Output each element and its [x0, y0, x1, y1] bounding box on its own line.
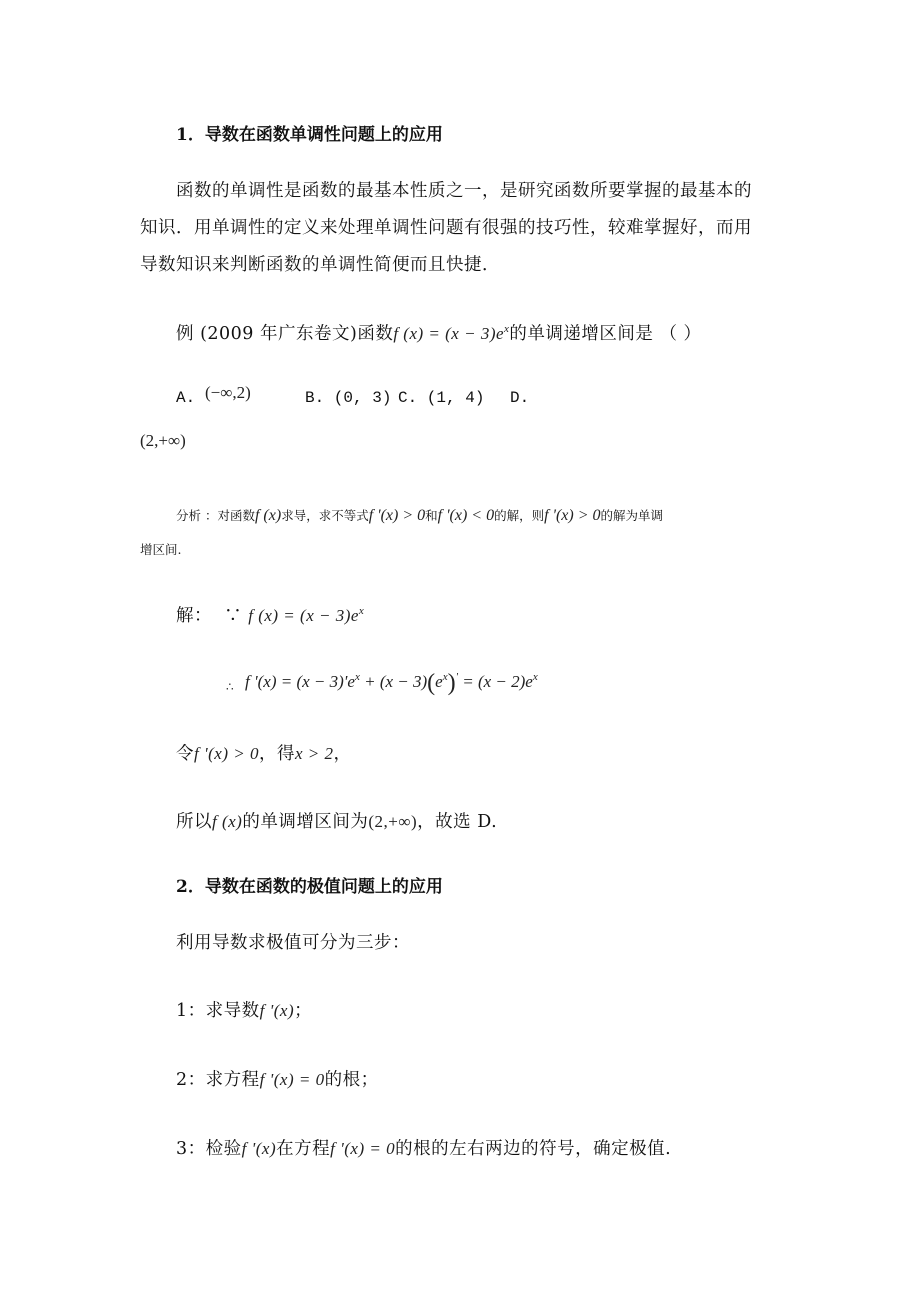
step-3: 3：检验f '(x)在方程f '(x) = 0的根的左右两边的符号，确定极值. [176, 1139, 672, 1159]
example-question [176, 320, 702, 345]
solution-line-1: 解： ∵ f $(x) = (x - 3)e^x$ [176, 605, 365, 626]
solution-eq1: f $(x) = (x - 3)e^x$ [248, 605, 365, 625]
option-b: B. (0, 3) [305, 389, 392, 407]
example-prefix: 例 (2009 年广东卷文)函数 [176, 324, 394, 344]
section1-heading: 1．导数在函数单调性问题上的应用 [176, 125, 443, 145]
section2-intro: 利用导数求极值可分为三步： [176, 933, 410, 953]
therefore-dots: ∴ [226, 680, 234, 694]
solution-let: 令f '(x) > 0，得x > 2， [176, 744, 352, 764]
section2-heading: 2．导数在函数的极值问题上的应用 [176, 877, 443, 897]
step-1: 1：求导数f '(x)； [176, 1001, 313, 1021]
section1-para-line-3: 导数知识来判断函数的单调性简便而且快捷． [140, 255, 500, 275]
option-c: C. (1, 4) [398, 389, 485, 407]
option-d-value: (2,+∞) [140, 431, 186, 450]
option-a-label: A. [176, 389, 196, 407]
analysis-line-1: 分析 ：对函数f (x)求导，求不等式f '(x) > 0和f '(x) < 0的解，则f '(x) > 0的解为单调 [176, 507, 664, 524]
example-suffix: 的单调递增区间是 （ ） [509, 324, 702, 344]
step-2: 2：求方程f '(x) = 0的根； [176, 1070, 379, 1090]
solution-eq2: f '$(x) = (x - 3)'e^x + (x - 3)(e^x)' = (x - 2)e^x$ [245, 670, 538, 696]
example-formula: f $(x) = (x - 3)e^x$ [393, 323, 510, 343]
section1-para-line-2: 知识．用单调性的定义来处理单调性问题有很强的技巧性，较难掌握好，而用 [140, 218, 752, 238]
section1-para-line-1: 函数的单调性是函数的最基本性质之一，是研究函数所要掌握的最基本的 [176, 181, 752, 201]
analysis-line-2: 增区间. [140, 542, 182, 557]
option-d-label: D. [510, 389, 530, 407]
solution-conclusion: 所以f (x)的单调增区间为(2,+∞)，故选 D. [176, 812, 498, 832]
option-a-value: (−∞,2) [205, 383, 251, 402]
